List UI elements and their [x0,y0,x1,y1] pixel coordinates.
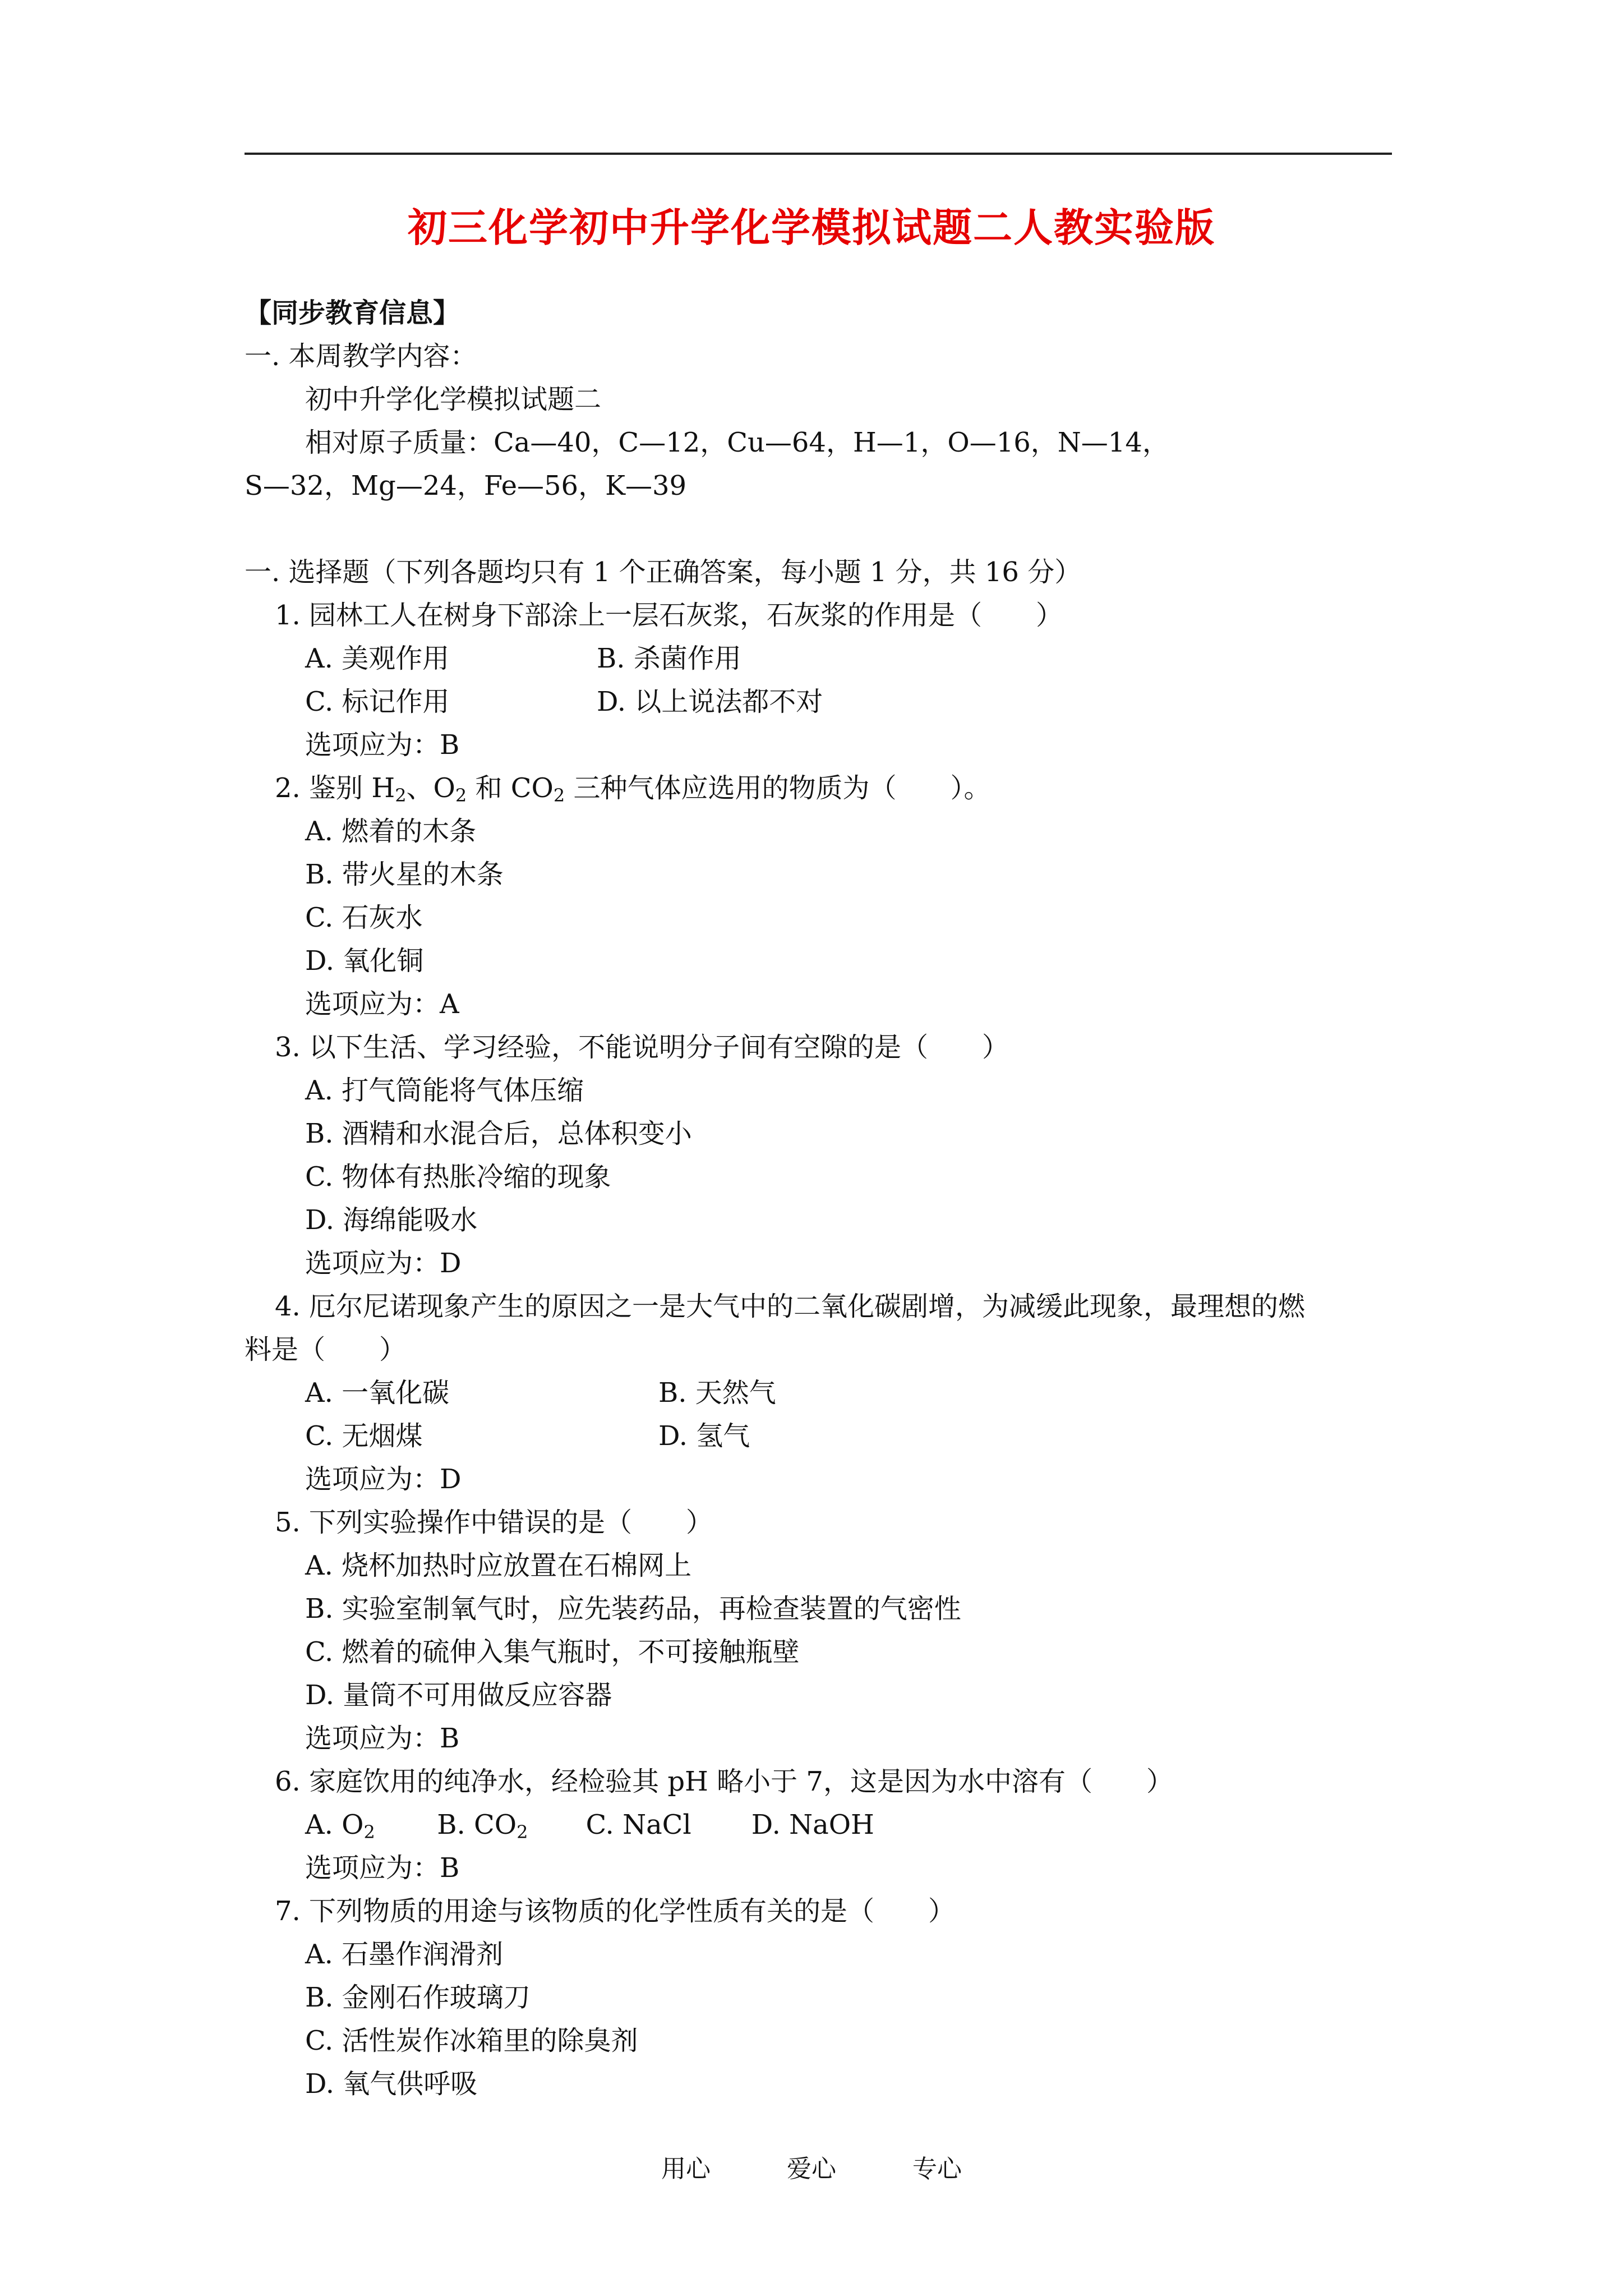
question-7-option-c: C. 活性炭作冰箱里的除臭剂 [305,2025,638,2056]
question-2-option-a: A. 燃着的木条 [305,816,477,847]
week-heading: 一. 本周教学内容： [245,341,477,372]
section-info-heading: 【同步教育信息】 [245,297,460,329]
document-title: 初三化学初中升学化学模拟试题二人教实验版 [408,204,1215,251]
question-1-option-c: C. 标记作用 [305,686,450,717]
footer-word: 用心 [661,2155,711,2183]
question-2-option-b: B. 带火星的木条 [305,859,504,890]
option-text: A. O [305,1809,364,1841]
question-4-option-c: C. 无烟煤 [305,1420,423,1452]
question-1-options-row-2 [245,680,1400,724]
document-body [245,292,1400,2106]
question-5-option-d: D. 量筒不可用做反应容器 [305,1680,612,1711]
question-4-option-d: D. 氢气 [658,1420,750,1452]
question-6-options-row [245,1803,1400,1847]
question-6-option-b [437,1803,577,1847]
question-5-option-b: B. 实验室制氧气时，应先装药品，再检查装置的气密性 [305,1593,961,1625]
page-footer [0,2148,1623,2184]
question-5-answer: 选项应为：B [305,1723,460,1754]
question-4-options-row-2 [245,1415,1400,1458]
atomic-mass-line-2: S—32，Mg—24，Fe—56，K—39 [245,470,687,501]
question-1-option-b: B. 杀菌作用 [597,643,741,674]
subscript: 2 [517,1821,528,1843]
question-2-stem-part: 2. 鉴别 H [275,772,395,804]
question-2-stem-part: 三种气体应选用的物质为（ ）。 [565,772,991,804]
mc-section-heading: 一. 选择题（下列各题均只有 1 个正确答案，每小题 1 分，共 16 分） [245,556,1082,588]
question-5-stem: 5. 下列实验操作中错误的是（ ） [275,1507,713,1538]
spacer [245,508,1400,551]
subscript: 2 [455,785,467,806]
question-4-option-a: A. 一氧化碳 [305,1377,450,1409]
subscript: 2 [395,785,407,806]
question-4-options-row-1 [245,1372,1400,1415]
question-2-stem-part: 、O [406,772,455,804]
question-6-option-d: D. NaOH [751,1809,874,1841]
question-2-stem [245,767,1400,810]
question-4-answer: 选项应为：D [305,1464,462,1495]
question-6-answer: 选项应为：B [305,1852,460,1884]
question-6-option-c: C. NaCl [585,1809,691,1841]
option-text: B. CO [437,1809,517,1841]
footer-word: 专心 [912,2155,962,2183]
subscript: 2 [363,1821,375,1843]
question-4-option-b: B. 天然气 [658,1377,776,1409]
atomic-mass-line-1: 相对原子质量：Ca—40，C—12，Cu—64，H—1，O—16，N—14， [305,427,1169,458]
question-2-answer: 选项应为：A [305,988,459,1020]
question-7-option-a: A. 石墨作润滑剂 [305,1939,504,1970]
question-3-option-d: D. 海绵能吸水 [305,1204,478,1236]
question-7-stem: 7. 下列物质的用途与该物质的化学性质有关的是（ ） [275,1895,956,1927]
question-5-option-a: A. 烧杯加热时应放置在石棉网上 [305,1550,692,1581]
header-rule [245,153,1392,155]
question-1-stem: 1. 园林工人在树身下部涂上一层石灰浆，石灰浆的作用是（ ） [275,600,1063,631]
question-4-stem-line-1: 4. 厄尔尼诺现象产生的原因之一是大气中的二氧化碳剧增，为减缓此现象，最理想的燃 [275,1291,1306,1322]
question-3-option-c: C. 物体有热胀冷缩的现象 [305,1161,611,1193]
question-7-option-d: D. 氧气供呼吸 [305,2068,478,2100]
footer-word: 爱心 [787,2155,836,2183]
question-3-stem: 3. 以下生活、学习经验，不能说明分子间有空隙的是（ ） [275,1032,1009,1063]
question-2-stem-part: 和 CO [467,772,554,804]
week-topic: 初中升学化学模拟试题二 [305,384,602,415]
question-6-option-a [305,1803,428,1847]
subscript: 2 [553,785,565,806]
question-1-options-row-1 [245,637,1400,680]
question-5-option-c: C. 燃着的硫伸入集气瓶时，不可接触瓶壁 [305,1636,800,1668]
question-3-option-b: B. 酒精和水混合后，总体积变小 [305,1118,692,1149]
question-1-answer: 选项应为：B [305,729,460,761]
question-6-stem: 6. 家庭饮用的纯净水，经检验其 pH 略小于 7，这是因为水中溶有（ ） [275,1766,1173,1797]
question-4-stem-line-2: 料是（ ） [245,1334,407,1365]
question-7-option-b: B. 金刚石作玻璃刀 [305,1982,531,2013]
question-3-answer: 选项应为：D [305,1248,462,1279]
question-1-option-a: A. 美观作用 [305,643,450,674]
question-3-option-a: A. 打气筒能将气体压缩 [305,1075,584,1106]
question-2-option-d: D. 氧化铜 [305,945,424,977]
question-2-option-c: C. 石灰水 [305,902,423,933]
question-1-option-d: D. 以上说法都不对 [597,686,823,717]
